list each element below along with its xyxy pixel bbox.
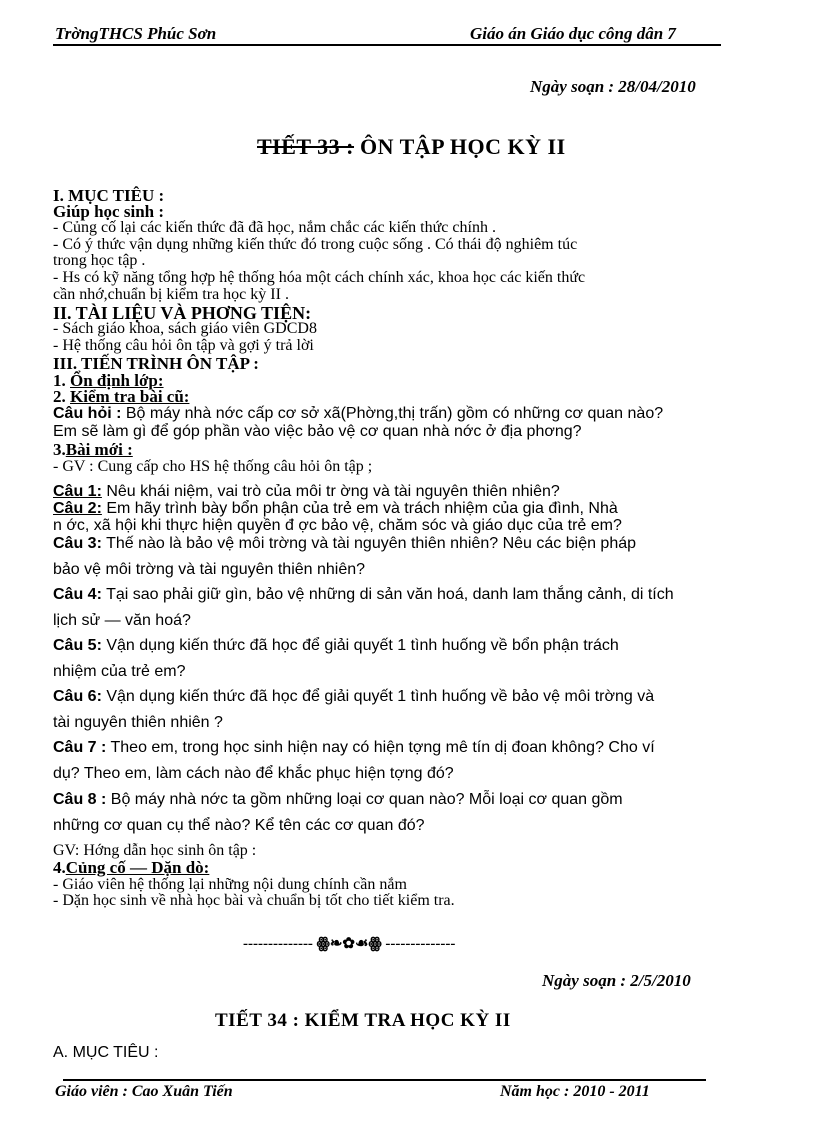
question-2-line2: n ớc, xã hội khi thực hiện quyền đ ợc bảo vệ, chăm sóc và giáo dục của trẻ em? (53, 517, 622, 534)
question-8-line2: những cơ quan cụ thể nào? Kể tên các cơ quan đó? (53, 817, 425, 834)
question-6-line2: tài nguyên thiên nhiên ? (53, 714, 223, 731)
step-2: 2. Kiểm tra bài cũ: (53, 387, 190, 406)
lesson33-date: Ngày soạn : 28/04/2010 (530, 77, 696, 96)
step-4-line: - Dặn học sinh về nhà học bài và chuẩn bị tốt cho tiết kiểm tra. (53, 892, 455, 909)
lesson33-title-prefix: TIẾT 33 : (257, 134, 355, 159)
check-question-line2: Em sẽ làm gì để góp phần vào việc bảo vệ cơ quan nhà nớc ở địa phơng? (53, 423, 582, 440)
step-1-label: Ổn định lớp: (70, 371, 164, 390)
question-4-line2: lịch sử — văn hoá? (53, 612, 191, 629)
section-1-sub: Giúp học sinh : (53, 202, 165, 221)
question-2-label: Câu 2: (53, 500, 102, 517)
footer-rule (63, 1079, 706, 1081)
section-1-line: - Củng cố lại các kiến thức đã đã học, nắm chắc các kiến thức chính . (53, 219, 496, 236)
gv-intro: - GV : Cung cấp cho HS hệ thống câu hỏi ôn tập ; (53, 458, 373, 475)
step-4-line: - Giáo viên hệ thống lại những nội dung chính cần nắm (53, 876, 407, 893)
footer-teacher: Giáo viên : Cao Xuân Tiến (55, 1083, 233, 1100)
question-5-line2: nhiệm của trẻ em? (53, 663, 186, 680)
question-7-line2: dụ? Theo em, làm cách nào để khắc phục hiện tợng đó? (53, 765, 454, 782)
check-question-label: Câu hỏi : (53, 405, 122, 422)
section-2-heading: II. TÀI LIỆU VÀ PHƠNG TIỆN: (53, 303, 312, 323)
header-school: TrờngTHCS Phúc Sơn (55, 24, 217, 43)
question-5-label: Câu 5: (53, 637, 102, 654)
section-1-line: - Có ý thức vận dụng những kiến thức đó trong cuộc sống . Có thái độ nghiêm túc (53, 236, 578, 253)
step-4-label: Củng cố — Dặn dò: (65, 858, 210, 877)
header-subject: Giáo án Giáo dục công dân 7 (470, 24, 676, 43)
question-8-label: Câu 8 : (53, 791, 107, 808)
lesson34-date: Ngày soạn : 2/5/2010 (542, 971, 691, 990)
section-1-line: cần nhớ,chuẩn bị kiểm tra học kỳ II . (53, 286, 289, 303)
question-2: Câu 2: Em hãy trình bày bổn phận của trẻ em và trách nhiệm của gia đình, Nhà (53, 500, 618, 517)
question-4-label: Câu 4: (53, 586, 102, 603)
footer-year: Năm học : 2010 - 2011 (500, 1083, 650, 1100)
question-5: Câu 5: Vận dụng kiến thức đã học để giải quyết 1 tình huống về bổn phận trách (53, 637, 619, 654)
lesson34-title: TIẾT 34 : KIỂM TRA HỌC KỲ II (215, 1010, 511, 1031)
header-rule (53, 44, 721, 46)
step-3: 3.Bài mới : (53, 440, 133, 459)
question-6: Câu 6: Vận dụng kiến thức đã học để giải quyết 1 tình huống về bảo vệ môi trờng và (53, 688, 655, 705)
section-separator: -------------- ꙮ❧✿☙ꙮ -------------- (243, 936, 456, 952)
question-7: Câu 7 : Theo em, trong học sinh hiện nay có hiện tợng mê tín dị đoan không? Cho ví (53, 739, 655, 756)
question-1-label: Câu 1: (53, 483, 102, 500)
question-3: Câu 3: Thế nào là bảo vệ môi trờng và tài nguyên thiên nhiên? Nêu các biện pháp (53, 535, 637, 552)
question-1: Câu 1: Nêu khái niệm, vai trò của môi tr ờng và tài nguyên thiên nhiên? (53, 483, 560, 500)
section-1-line: - Hs có kỹ năng tổng hợp hệ thống hóa một cách chính xác, khoa học các kiến thức (53, 269, 586, 286)
section-1-heading: I. MỤC TIÊU : (53, 186, 165, 205)
step-2-label: Kiểm tra bài cũ: (70, 387, 190, 406)
section-2-line: - Sách giáo khoa, sách giáo viên GDCD8 (53, 320, 317, 337)
check-question: Câu hỏi : Bộ máy nhà nớc cấp cơ sở xã(Phờng,thị trấn) gồm có những cơ quan nào? (53, 405, 664, 422)
lesson33-title (257, 134, 566, 160)
gv-guide: GV: Hớng dẫn học sinh ôn tập : (53, 842, 257, 859)
section-2-line: - Hệ thống câu hỏi ôn tập và gợi ý trả lời (53, 337, 314, 354)
lesson33-title-main: ÔN TẬP HỌC KỲ II (360, 134, 566, 159)
question-3-line2: bảo vệ môi trờng và tài nguyên thiên nhiên? (53, 561, 366, 578)
section-1-line: trong học tập . (53, 252, 146, 269)
question-8: Câu 8 : Bộ máy nhà nớc ta gồm những loại cơ quan nào? Mỗi loại cơ quan gồm (53, 791, 623, 808)
step-4: 4.Củng cố — Dặn dò: (53, 858, 210, 877)
question-3-label: Câu 3: (53, 535, 102, 552)
question-4: Câu 4: Tại sao phải giữ gìn, bảo vệ những di sản văn hoá, danh lam thắng cảnh, di tích (53, 586, 674, 603)
section-3-heading: III. TIẾN TRÌNH ÔN TẬP : (53, 354, 259, 373)
question-6-label: Câu 6: (53, 688, 102, 705)
question-7-label: Câu 7 : (53, 739, 107, 756)
lesson34-section-1-heading: A. MỤC TIÊU : (53, 1044, 159, 1061)
step-1: 1. Ổn định lớp: (53, 371, 164, 390)
step-3-label: Bài mới : (65, 440, 133, 459)
